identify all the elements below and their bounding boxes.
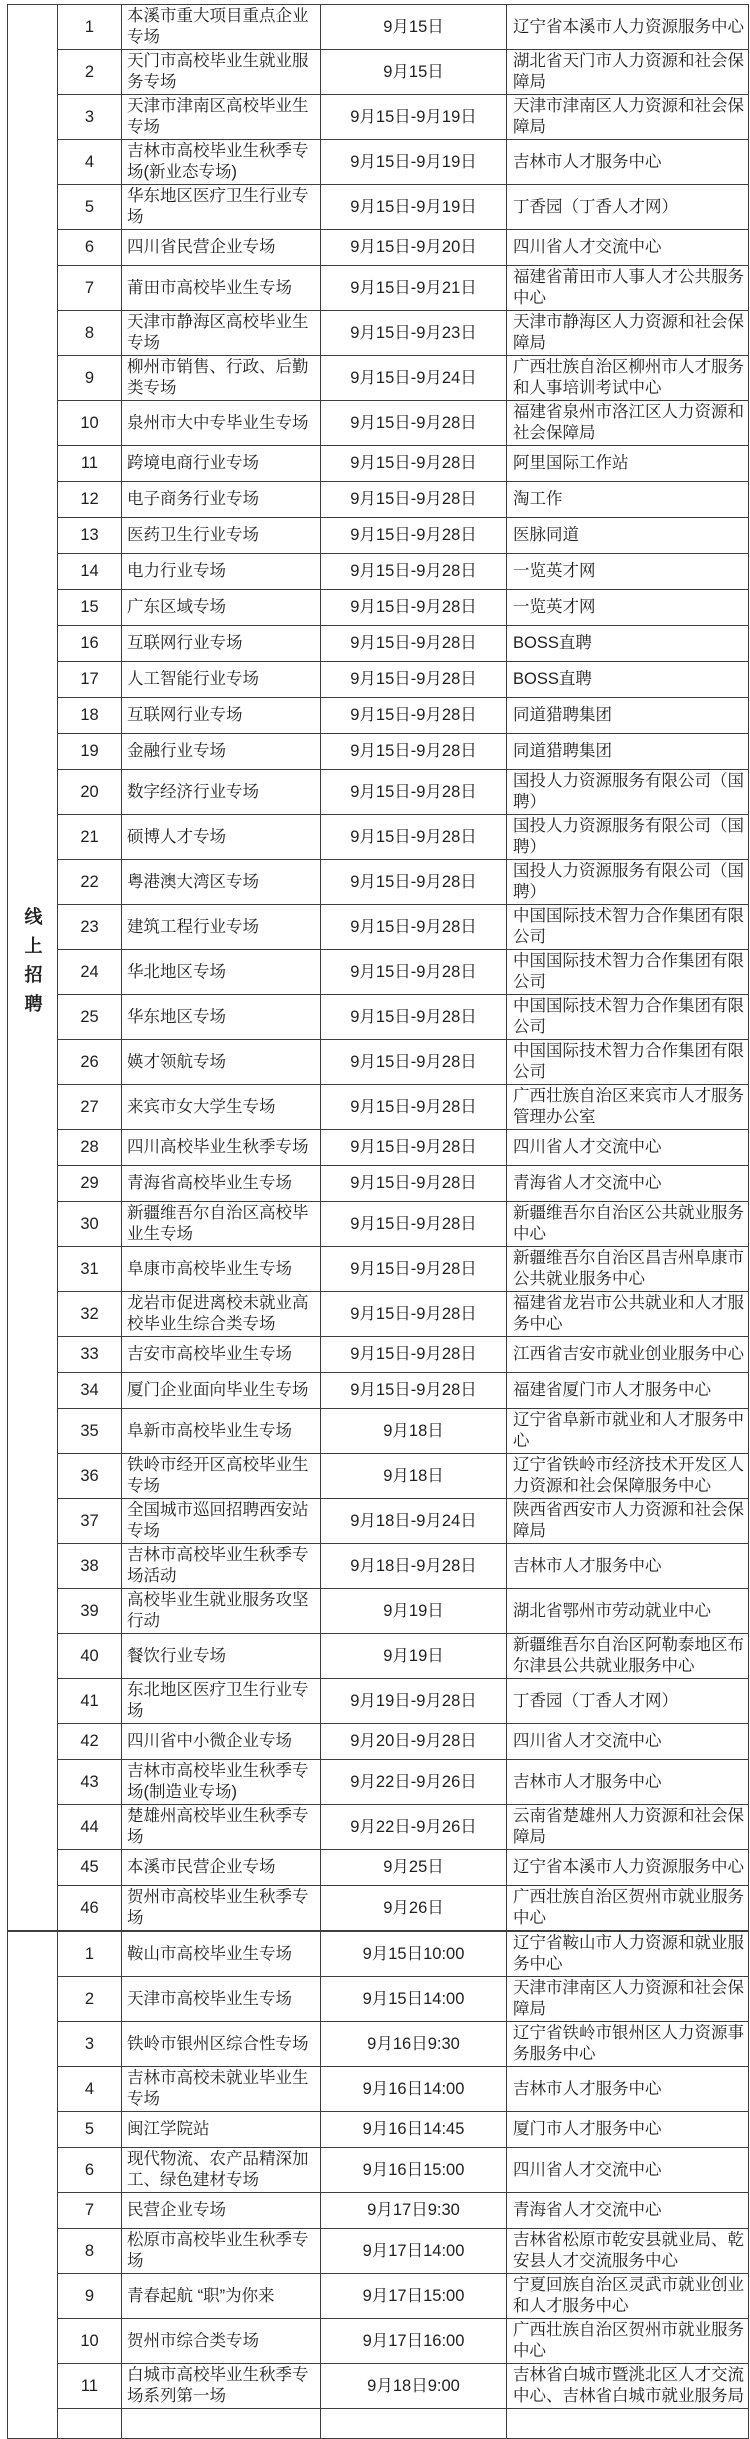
cell-no: 26 bbox=[58, 1040, 122, 1085]
cell-organizer: 天津市津南区人力资源和社会保障局 bbox=[507, 95, 749, 140]
cell-event: 阜康市高校毕业生专场 bbox=[122, 1247, 321, 1292]
cell-date: 9月16日9:30 bbox=[321, 2022, 507, 2067]
cell-organizer: 医脉同道 bbox=[507, 518, 749, 554]
cell-date: 9月15日-9月28日 bbox=[321, 950, 507, 995]
cell-organizer: 辽宁省阜新市就业和人才服务中心 bbox=[507, 1409, 749, 1454]
cell-event: 泉州市大中专毕业生专场 bbox=[122, 401, 321, 446]
cell-no: 2 bbox=[58, 1977, 122, 2022]
cell-organizer: 吉林市人才服务中心 bbox=[507, 2067, 749, 2112]
cell-date: 9月16日14:45 bbox=[321, 2112, 507, 2148]
cell-no: 5 bbox=[58, 2112, 122, 2148]
cell-no: 18 bbox=[58, 698, 122, 734]
cell-event: 金融行业专场 bbox=[122, 734, 321, 770]
cell-date: 9月15日-9月19日 bbox=[321, 185, 507, 230]
table-row bbox=[8, 1805, 749, 1850]
cell-date: 9月16日14:00 bbox=[321, 2067, 507, 2112]
table-row bbox=[8, 905, 749, 950]
cell-date: 9月18日 bbox=[321, 1409, 507, 1454]
cell-event: 青海省高校毕业生专场 bbox=[122, 1166, 321, 1202]
cell-date: 9月15日 bbox=[321, 5, 507, 50]
table-row bbox=[8, 950, 749, 995]
cell-organizer: 广西壮族自治区来宾市人才服务管理办公室 bbox=[507, 1085, 749, 1130]
cell-no: 10 bbox=[58, 401, 122, 446]
cell-no: 35 bbox=[58, 1409, 122, 1454]
table-row bbox=[8, 554, 749, 590]
cell-event: 人工智能行业专场 bbox=[122, 662, 321, 698]
cell-event: 东北地区医疗卫生行业专场 bbox=[122, 1679, 321, 1724]
cell-organizer: 新疆维吾尔自治区昌吉州阜康市公共就业服务中心 bbox=[507, 1247, 749, 1292]
cell-no: 41 bbox=[58, 1679, 122, 1724]
cell-event: 吉林市高校毕业生秋季专场(新业态专场) bbox=[122, 140, 321, 185]
cell-date: 9月15日 bbox=[321, 50, 507, 95]
cell-no: 8 bbox=[58, 2229, 122, 2274]
table-row bbox=[8, 995, 749, 1040]
table-row bbox=[8, 1886, 749, 1932]
cell-organizer: 四川省人才交流中心 bbox=[507, 2148, 749, 2193]
cell-event bbox=[122, 2409, 321, 2439]
cell-organizer: 辽宁省铁岭市经济技术开发区人力资源和社会保障服务中心 bbox=[507, 1454, 749, 1499]
cell-no: 29 bbox=[58, 1166, 122, 1202]
table-row bbox=[8, 2364, 749, 2409]
cell-date: 9月15日-9月28日 bbox=[321, 1337, 507, 1373]
cell-date: 9月15日-9月28日 bbox=[321, 770, 507, 815]
cell-date: 9月19日-9月28日 bbox=[321, 1679, 507, 1724]
table-row bbox=[8, 1544, 749, 1589]
cell-date: 9月17日16:00 bbox=[321, 2319, 507, 2364]
cell-event: 厦门企业面向毕业生专场 bbox=[122, 1373, 321, 1409]
schedule-table-body bbox=[8, 5, 749, 2439]
cell-date: 9月15日-9月28日 bbox=[321, 905, 507, 950]
cell-event: 闽江学院站 bbox=[122, 2112, 321, 2148]
cell-date: 9月18日 bbox=[321, 1454, 507, 1499]
cell-no: 14 bbox=[58, 554, 122, 590]
table-row bbox=[8, 311, 749, 356]
cell-no: 20 bbox=[58, 770, 122, 815]
cell-date: 9月15日-9月28日 bbox=[321, 734, 507, 770]
table-row bbox=[8, 1337, 749, 1373]
cell-organizer: 广西壮族自治区贺州市就业服务中心 bbox=[507, 2319, 749, 2364]
cell-event: 互联网行业专场 bbox=[122, 698, 321, 734]
cell-no: 4 bbox=[58, 140, 122, 185]
table-row bbox=[8, 2112, 749, 2148]
cell-organizer: 阿里国际工作站 bbox=[507, 446, 749, 482]
table-row bbox=[8, 2067, 749, 2112]
table-row bbox=[8, 230, 749, 266]
section-label-cell bbox=[8, 1931, 58, 2439]
cell-no: 46 bbox=[58, 1886, 122, 1932]
cell-event: 电子商务行业专场 bbox=[122, 482, 321, 518]
table-row bbox=[8, 1085, 749, 1130]
cell-organizer: 四川省人才交流中心 bbox=[507, 230, 749, 266]
cell-event: 广东区域专场 bbox=[122, 590, 321, 626]
cell-organizer: 陕西省西安市人力资源和社会保障局 bbox=[507, 1499, 749, 1544]
cell-organizer: 广西壮族自治区柳州市人才服务和人事培训考试中心 bbox=[507, 356, 749, 401]
recruitment-schedule-table bbox=[7, 4, 749, 2439]
cell-event: 数字经济行业专场 bbox=[122, 770, 321, 815]
cell-organizer: 吉林省松原市乾安县就业局、乾安县人才交流服务中心 bbox=[507, 2229, 749, 2274]
cell-event: 互联网行业专场 bbox=[122, 626, 321, 662]
cell-no: 36 bbox=[58, 1454, 122, 1499]
cell-date: 9月15日-9月28日 bbox=[321, 1085, 507, 1130]
cell-date: 9月15日-9月28日 bbox=[321, 1166, 507, 1202]
cell-event: 天津市静海区高校毕业生专场 bbox=[122, 311, 321, 356]
cell-event: 现代物流、农产品精深加工、绿色建材专场 bbox=[122, 2148, 321, 2193]
table-row bbox=[8, 1760, 749, 1805]
cell-event: 鞍山市高校毕业生专场 bbox=[122, 1931, 321, 1977]
table-row bbox=[8, 1724, 749, 1760]
table-row bbox=[8, 2229, 749, 2274]
cell-organizer: 福建省厦门市人才服务中心 bbox=[507, 1373, 749, 1409]
cell-date: 9月15日-9月28日 bbox=[321, 482, 507, 518]
cell-event: 电力行业专场 bbox=[122, 554, 321, 590]
cell-no bbox=[58, 2409, 122, 2439]
cell-no: 4 bbox=[58, 2067, 122, 2112]
cell-event: 民营企业专场 bbox=[122, 2193, 321, 2229]
cell-event: 本溪市重大项目重点企业专场 bbox=[122, 5, 321, 50]
table-row bbox=[8, 1040, 749, 1085]
cell-event: 餐饮行业专场 bbox=[122, 1634, 321, 1679]
cell-organizer: 吉林省白城市暨洮北区人才交流中心、吉林省白城市就业服务局 bbox=[507, 2364, 749, 2409]
cell-event: 新疆维吾尔自治区高校毕业生专场 bbox=[122, 1202, 321, 1247]
cell-event: 贺州市综合类专场 bbox=[122, 2319, 321, 2364]
table-row bbox=[8, 185, 749, 230]
table-row bbox=[8, 446, 749, 482]
cell-date: 9月15日-9月28日 bbox=[321, 446, 507, 482]
table-row bbox=[8, 1679, 749, 1724]
cell-organizer: 福建省莆田市人事人才公共服务中心 bbox=[507, 266, 749, 311]
cell-no: 1 bbox=[58, 1931, 122, 1977]
cell-no: 9 bbox=[58, 356, 122, 401]
cell-event: 龙岩市促进离校未就业高校毕业生综合类专场 bbox=[122, 1292, 321, 1337]
cell-date: 9月15日-9月28日 bbox=[321, 1130, 507, 1166]
cell-organizer: 四川省人才交流中心 bbox=[507, 1724, 749, 1760]
section-label: 线上招聘 bbox=[22, 906, 43, 1023]
cell-no: 24 bbox=[58, 950, 122, 995]
table-row bbox=[8, 1373, 749, 1409]
table-row bbox=[8, 1589, 749, 1634]
cell-organizer: BOSS直聘 bbox=[507, 662, 749, 698]
cell-no: 7 bbox=[58, 2193, 122, 2229]
cell-no: 45 bbox=[58, 1850, 122, 1886]
cell-no: 13 bbox=[58, 518, 122, 554]
cell-event: 四川高校毕业生秋季专场 bbox=[122, 1130, 321, 1166]
cell-organizer: 国投人力资源服务有限公司（国聘） bbox=[507, 770, 749, 815]
cell-no: 23 bbox=[58, 905, 122, 950]
cell-event: 华东地区医疗卫生行业专场 bbox=[122, 185, 321, 230]
cell-no: 40 bbox=[58, 1634, 122, 1679]
cell-date: 9月16日15:00 bbox=[321, 2148, 507, 2193]
cell-organizer: 湖北省天门市人力资源和社会保障局 bbox=[507, 50, 749, 95]
cell-organizer: 宁夏回族自治区灵武市就业创业和人才服务中心 bbox=[507, 2274, 749, 2319]
table-row bbox=[8, 1202, 749, 1247]
cell-organizer: 福建省龙岩市公共就业和人才服务中心 bbox=[507, 1292, 749, 1337]
cell-date: 9月15日-9月20日 bbox=[321, 230, 507, 266]
cell-organizer: 中国国际技术智力合作集团有限公司 bbox=[507, 1040, 749, 1085]
cell-date: 9月15日-9月28日 bbox=[321, 626, 507, 662]
cell-date: 9月17日15:00 bbox=[321, 2274, 507, 2319]
cell-date: 9月15日-9月28日 bbox=[321, 662, 507, 698]
cell-organizer: 天津市静海区人力资源和社会保障局 bbox=[507, 311, 749, 356]
table-row bbox=[8, 1850, 749, 1886]
cell-event: 媖才领航专场 bbox=[122, 1040, 321, 1085]
cell-date: 9月15日-9月28日 bbox=[321, 590, 507, 626]
cell-event: 天门市高校毕业生就业服务专场 bbox=[122, 50, 321, 95]
cell-event: 吉林市高校未就业毕业生专场 bbox=[122, 2067, 321, 2112]
table-row bbox=[8, 1292, 749, 1337]
cell-event: 医药卫生行业专场 bbox=[122, 518, 321, 554]
cell-no: 38 bbox=[58, 1544, 122, 1589]
cell-no: 9 bbox=[58, 2274, 122, 2319]
cell-date: 9月20日-9月28日 bbox=[321, 1724, 507, 1760]
table-row bbox=[8, 2319, 749, 2364]
table-row bbox=[8, 1931, 749, 1977]
cell-organizer: 天津市津南区人力资源和社会保障局 bbox=[507, 1977, 749, 2022]
table-row-partial bbox=[8, 2409, 749, 2439]
cell-date: 9月15日-9月19日 bbox=[321, 95, 507, 140]
cell-event: 华北地区专场 bbox=[122, 950, 321, 995]
cell-date: 9月15日-9月28日 bbox=[321, 1247, 507, 1292]
cell-organizer: 辽宁省鞍山市人力资源和就业服务中心 bbox=[507, 1931, 749, 1977]
table-row bbox=[8, 1409, 749, 1454]
cell-date: 9月15日-9月24日 bbox=[321, 356, 507, 401]
cell-no: 37 bbox=[58, 1499, 122, 1544]
cell-organizer: 丁香园（丁香人才网） bbox=[507, 185, 749, 230]
table-row bbox=[8, 734, 749, 770]
cell-organizer: 一览英才网 bbox=[507, 554, 749, 590]
cell-no: 32 bbox=[58, 1292, 122, 1337]
cell-organizer: 同道猎聘集团 bbox=[507, 734, 749, 770]
cell-no: 25 bbox=[58, 995, 122, 1040]
cell-no: 16 bbox=[58, 626, 122, 662]
cell-event: 铁岭市银州区综合性专场 bbox=[122, 2022, 321, 2067]
cell-date: 9月15日-9月28日 bbox=[321, 815, 507, 860]
table-row bbox=[8, 662, 749, 698]
cell-organizer: 青海省人才交流中心 bbox=[507, 2193, 749, 2229]
cell-organizer: 中国国际技术智力合作集团有限公司 bbox=[507, 950, 749, 995]
cell-no: 3 bbox=[58, 95, 122, 140]
cell-date: 9月15日-9月28日 bbox=[321, 518, 507, 554]
cell-no: 30 bbox=[58, 1202, 122, 1247]
table-row bbox=[8, 356, 749, 401]
cell-event: 柳州市销售、行政、后勤类专场 bbox=[122, 356, 321, 401]
cell-date: 9月15日-9月28日 bbox=[321, 698, 507, 734]
cell-organizer: 中国国际技术智力合作集团有限公司 bbox=[507, 995, 749, 1040]
cell-event: 华东地区专场 bbox=[122, 995, 321, 1040]
table-row bbox=[8, 5, 749, 50]
cell-organizer: 青海省人才交流中心 bbox=[507, 1166, 749, 1202]
cell-event: 青春起航 “职”为你来 bbox=[122, 2274, 321, 2319]
cell-no: 21 bbox=[58, 815, 122, 860]
cell-event: 天津市高校毕业生专场 bbox=[122, 1977, 321, 2022]
table-row bbox=[8, 2022, 749, 2067]
table-row bbox=[8, 2193, 749, 2229]
cell-event: 硕博人才专场 bbox=[122, 815, 321, 860]
cell-date: 9月15日14:00 bbox=[321, 1977, 507, 2022]
cell-event: 吉林市高校毕业生秋季专场活动 bbox=[122, 1544, 321, 1589]
cell-event: 建筑工程行业专场 bbox=[122, 905, 321, 950]
cell-event: 白城市高校毕业生秋季专场系列第一场 bbox=[122, 2364, 321, 2409]
cell-organizer: 广西壮族自治区贺州市就业服务中心 bbox=[507, 1886, 749, 1932]
cell-organizer: 辽宁省铁岭市银州区人力资源事务服务中心 bbox=[507, 2022, 749, 2067]
cell-no: 15 bbox=[58, 590, 122, 626]
cell-date: 9月22日-9月26日 bbox=[321, 1805, 507, 1850]
cell-event: 高校毕业生就业服务攻坚行动 bbox=[122, 1589, 321, 1634]
cell-date: 9月15日-9月28日 bbox=[321, 1292, 507, 1337]
cell-no: 44 bbox=[58, 1805, 122, 1850]
cell-no: 43 bbox=[58, 1760, 122, 1805]
cell-organizer: 福建省泉州市洛江区人力资源和社会保障局 bbox=[507, 401, 749, 446]
cell-event: 铁岭市经开区高校毕业生专场 bbox=[122, 1454, 321, 1499]
cell-date: 9月25日 bbox=[321, 1850, 507, 1886]
cell-date: 9月15日-9月28日 bbox=[321, 1373, 507, 1409]
cell-organizer: 中国国际技术智力合作集团有限公司 bbox=[507, 905, 749, 950]
cell-event: 莆田市高校毕业生专场 bbox=[122, 266, 321, 311]
cell-organizer: 同道猎聘集团 bbox=[507, 698, 749, 734]
cell-date: 9月15日10:00 bbox=[321, 1931, 507, 1977]
cell-date: 9月15日-9月28日 bbox=[321, 1202, 507, 1247]
cell-event: 吉林市高校毕业生秋季专场(制造业专场) bbox=[122, 1760, 321, 1805]
cell-event: 阜新市高校毕业生专场 bbox=[122, 1409, 321, 1454]
cell-date: 9月15日-9月21日 bbox=[321, 266, 507, 311]
table-row bbox=[8, 1454, 749, 1499]
cell-organizer: 辽宁省本溪市人力资源服务中心 bbox=[507, 5, 749, 50]
table-row bbox=[8, 518, 749, 554]
cell-date: 9月19日 bbox=[321, 1589, 507, 1634]
cell-event: 全国城市巡回招聘西安站专场 bbox=[122, 1499, 321, 1544]
cell-organizer bbox=[507, 2409, 749, 2439]
cell-organizer: 吉林市人才服务中心 bbox=[507, 1760, 749, 1805]
cell-date: 9月15日-9月28日 bbox=[321, 1040, 507, 1085]
cell-no: 2 bbox=[58, 50, 122, 95]
cell-no: 1 bbox=[58, 5, 122, 50]
cell-no: 34 bbox=[58, 1373, 122, 1409]
cell-no: 8 bbox=[58, 311, 122, 356]
cell-date: 9月22日-9月26日 bbox=[321, 1760, 507, 1805]
table-row bbox=[8, 590, 749, 626]
cell-date: 9月15日-9月28日 bbox=[321, 401, 507, 446]
cell-date: 9月15日-9月28日 bbox=[321, 860, 507, 905]
cell-organizer: 湖北省鄂州市劳动就业中心 bbox=[507, 1589, 749, 1634]
cell-organizer: 吉林市人才服务中心 bbox=[507, 1544, 749, 1589]
cell-event: 本溪市民营企业专场 bbox=[122, 1850, 321, 1886]
cell-event: 四川省中小微企业专场 bbox=[122, 1724, 321, 1760]
cell-organizer: 丁香园（丁香人才网） bbox=[507, 1679, 749, 1724]
cell-no: 31 bbox=[58, 1247, 122, 1292]
table-row bbox=[8, 1130, 749, 1166]
cell-no: 10 bbox=[58, 2319, 122, 2364]
cell-no: 11 bbox=[58, 2364, 122, 2409]
cell-no: 6 bbox=[58, 230, 122, 266]
table-row bbox=[8, 482, 749, 518]
cell-event: 跨境电商行业专场 bbox=[122, 446, 321, 482]
cell-event: 粤港澳大湾区专场 bbox=[122, 860, 321, 905]
cell-no: 17 bbox=[58, 662, 122, 698]
cell-no: 11 bbox=[58, 446, 122, 482]
cell-organizer: 四川省人才交流中心 bbox=[507, 1130, 749, 1166]
table-row bbox=[8, 815, 749, 860]
cell-organizer: 新疆维吾尔自治区阿勒泰地区布尔津县公共就业服务中心 bbox=[507, 1634, 749, 1679]
cell-event: 贺州市高校毕业生秋季专场 bbox=[122, 1886, 321, 1932]
cell-no: 5 bbox=[58, 185, 122, 230]
table-row bbox=[8, 2148, 749, 2193]
cell-organizer: 吉林市人才服务中心 bbox=[507, 140, 749, 185]
page bbox=[0, 4, 750, 2405]
table-row bbox=[8, 1166, 749, 1202]
cell-date: 9月15日-9月28日 bbox=[321, 995, 507, 1040]
cell-event: 吉安市高校毕业生专场 bbox=[122, 1337, 321, 1373]
cell-no: 6 bbox=[58, 2148, 122, 2193]
cell-event: 来宾市女大学生专场 bbox=[122, 1085, 321, 1130]
table-row bbox=[8, 698, 749, 734]
cell-no: 27 bbox=[58, 1085, 122, 1130]
table-row bbox=[8, 770, 749, 815]
cell-organizer: 辽宁省本溪市人力资源服务中心 bbox=[507, 1850, 749, 1886]
table-row bbox=[8, 401, 749, 446]
cell-date: 9月26日 bbox=[321, 1886, 507, 1932]
cell-no: 7 bbox=[58, 266, 122, 311]
table-row bbox=[8, 50, 749, 95]
cell-event: 松原市高校毕业生秋季专场 bbox=[122, 2229, 321, 2274]
cell-date: 9月18日-9月28日 bbox=[321, 1544, 507, 1589]
cell-date bbox=[321, 2409, 507, 2439]
cell-no: 12 bbox=[58, 482, 122, 518]
table-row bbox=[8, 2274, 749, 2319]
cell-date: 9月17日14:00 bbox=[321, 2229, 507, 2274]
cell-organizer: 一览英才网 bbox=[507, 590, 749, 626]
cell-organizer: 云南省楚雄州人力资源和社会保障局 bbox=[507, 1805, 749, 1850]
table-row bbox=[8, 266, 749, 311]
cell-organizer: 江西省吉安市就业创业服务中心 bbox=[507, 1337, 749, 1373]
cell-organizer: 国投人力资源服务有限公司（国聘） bbox=[507, 860, 749, 905]
cell-date: 9月19日 bbox=[321, 1634, 507, 1679]
cell-no: 19 bbox=[58, 734, 122, 770]
cell-no: 33 bbox=[58, 1337, 122, 1373]
cell-event: 楚雄州高校毕业生秋季专场 bbox=[122, 1805, 321, 1850]
table-row bbox=[8, 860, 749, 905]
cell-no: 39 bbox=[58, 1589, 122, 1634]
table-row bbox=[8, 95, 749, 140]
cell-date: 9月15日-9月19日 bbox=[321, 140, 507, 185]
cell-date: 9月17日9:30 bbox=[321, 2193, 507, 2229]
cell-event: 天津市津南区高校毕业生专场 bbox=[122, 95, 321, 140]
cell-organizer: 淘工作 bbox=[507, 482, 749, 518]
cell-no: 42 bbox=[58, 1724, 122, 1760]
cell-date: 9月15日-9月28日 bbox=[321, 554, 507, 590]
cell-no: 3 bbox=[58, 2022, 122, 2067]
cell-organizer: BOSS直聘 bbox=[507, 626, 749, 662]
cell-event: 四川省民营企业专场 bbox=[122, 230, 321, 266]
table-row bbox=[8, 1247, 749, 1292]
table-row bbox=[8, 1634, 749, 1679]
cell-date: 9月18日9:00 bbox=[321, 2364, 507, 2409]
cell-no: 22 bbox=[58, 860, 122, 905]
table-row bbox=[8, 1499, 749, 1544]
table-row bbox=[8, 626, 749, 662]
cell-date: 9月18日-9月24日 bbox=[321, 1499, 507, 1544]
cell-organizer: 厦门市人才服务中心 bbox=[507, 2112, 749, 2148]
section-label-cell bbox=[8, 5, 58, 1932]
cell-date: 9月15日-9月23日 bbox=[321, 311, 507, 356]
table-row bbox=[8, 1977, 749, 2022]
cell-no: 28 bbox=[58, 1130, 122, 1166]
cell-organizer: 国投人力资源服务有限公司（国聘） bbox=[507, 815, 749, 860]
cell-organizer: 新疆维吾尔自治区公共就业服务中心 bbox=[507, 1202, 749, 1247]
table-row bbox=[8, 140, 749, 185]
